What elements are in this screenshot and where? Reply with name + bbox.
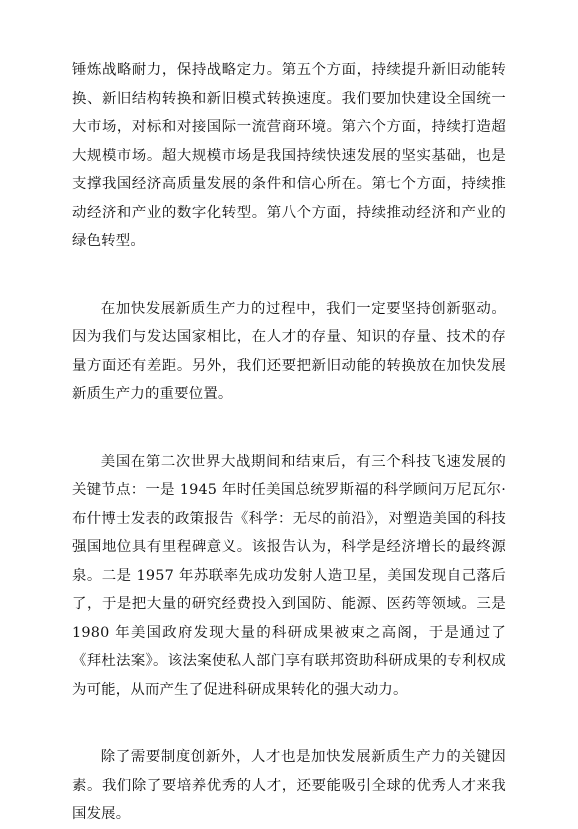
- paragraph-us-tech-history: 美国在第二次世界大战期间和结束后，有三个科技飞速发展的关键节点：一是 1945 年时任美国总统罗斯福的科学顾问万尼瓦尔·布什博士发表的政策报告《科学：无尽的前沿》，对塑造美国的科技强国地位具有里程碑意义。该报告认为，科学是经济增长的最终源泉。二是 1957 年苏联率先成功发射人造卫星，美国发现自己落后了，于是把大量的研究经费投入到国防、能源、医药等领域。三是 1980 年美国政府发现大量的科研成果被束之高阁，于是通过了《拜杜法案》。该法案使私人部门享有联邦资助科研成果的专利权成为可能，从而产生了促进科研成果转化的强大动力。: [72, 453, 506, 698]
- paragraph-innovation-driven: 在加快发展新质生产力的过程中，我们一定要坚持创新驱动。因为我们与发达国家相比，在人才的存量、知识的存量、技术的存量方面还有差距。另外，我们还要把新旧动能的转换放在加快发展新质生产力的重要位置。: [72, 300, 506, 402]
- paragraph-continuation: 锤炼战略耐力，保持战略定力。第五个方面，持续提升新旧动能转换、新旧结构转换和新旧模式转换速度。我们要加快建设全国统一大市场，对标和对接国际一流营商环境。第六个方面，持续打造超大规模市场。超大规模市场是我国持续快速发展的坚实基础，也是支撑我国经济高质量发展的条件和信心所在。第七个方面，持续推动经济和产业的数字化转型。第八个方面，持续推动经济和产业的绿色转型。: [72, 62, 506, 249]
- paragraph-talent: 除了需要制度创新外，人才也是加快发展新质生产力的关键因素。我们除了要培养优秀的人才，还要能吸引全球的优秀人才来我国发展。: [72, 749, 506, 822]
